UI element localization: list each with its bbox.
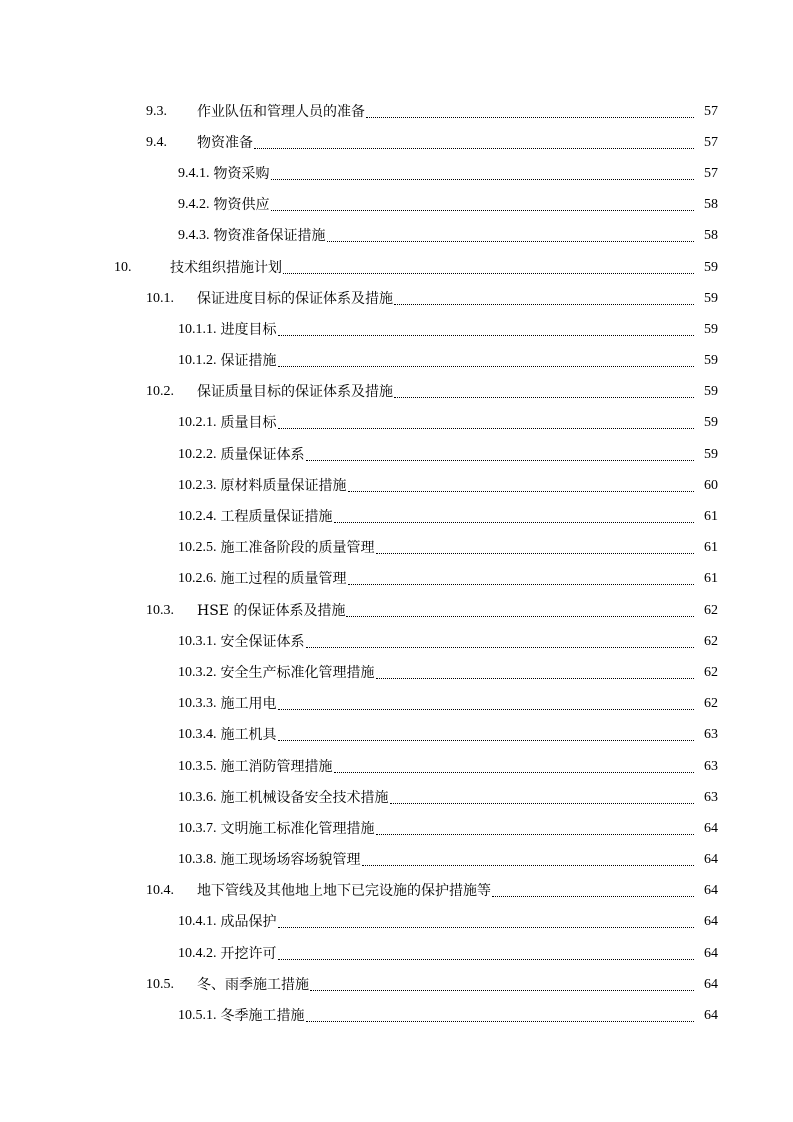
toc-entry-page-number: 61 — [704, 540, 718, 556]
toc-entry-number: 9.3. — [146, 103, 167, 119]
toc-entry[interactable] — [0, 1000, 793, 1031]
toc-entry[interactable] — [0, 314, 793, 345]
toc-entry[interactable] — [0, 595, 793, 626]
toc-dot-leader — [492, 882, 694, 900]
toc-entry[interactable] — [0, 221, 793, 252]
toc-entry[interactable] — [0, 283, 793, 314]
toc-entry-title: 施工准备阶段的质量管理 — [220, 540, 375, 557]
toc-entry-page-number: 63 — [704, 758, 718, 774]
toc-dot-leader — [394, 383, 694, 401]
toc-dot-leader — [366, 103, 694, 121]
toc-entry[interactable] — [0, 938, 793, 969]
toc-entry[interactable] — [0, 720, 793, 751]
toc-entry-number: 10.1.2. — [178, 353, 217, 369]
toc-entry-title: 冬、雨季施工措施 — [197, 976, 309, 993]
toc-entry[interactable] — [0, 626, 793, 657]
toc-entry[interactable] — [0, 876, 793, 907]
toc-entry-title: 施工消防管理措施 — [220, 758, 333, 775]
toc-entry[interactable] — [0, 408, 793, 439]
toc-entry-page-number: 59 — [704, 290, 718, 306]
toc-entry-number: 10.1. — [146, 290, 174, 306]
toc-entry[interactable] — [0, 969, 793, 1000]
toc-dot-leader — [390, 789, 695, 807]
toc-entry-page-number: 61 — [704, 571, 718, 587]
table-of-contents — [0, 96, 793, 1032]
toc-entry-title: 施工机具 — [220, 727, 277, 744]
toc-dot-leader — [376, 539, 695, 557]
toc-entry-number: 10.4.1. — [178, 914, 217, 930]
toc-dot-leader — [283, 259, 694, 277]
toc-entry-page-number: 60 — [704, 477, 718, 493]
toc-entry-page-number: 59 — [704, 259, 718, 275]
toc-entry-number: 10.2.4. — [178, 509, 217, 525]
toc-entry-title: 保证进度目标的保证体系及措施 — [197, 290, 393, 307]
toc-entry-number: 9.4.3. — [178, 228, 210, 244]
toc-dot-leader — [278, 726, 695, 744]
toc-entry-title: 施工过程的质量管理 — [220, 571, 347, 588]
toc-entry-number: 10.3. — [146, 602, 174, 618]
toc-dot-leader — [394, 290, 694, 308]
toc-entry[interactable] — [0, 845, 793, 876]
toc-entry-title: 施工机械设备安全技术措施 — [220, 789, 389, 806]
toc-dot-leader — [254, 134, 694, 152]
toc-dot-leader — [362, 851, 695, 869]
toc-dot-leader — [376, 820, 695, 838]
toc-entry-page-number: 57 — [704, 103, 718, 119]
toc-entry[interactable] — [0, 96, 793, 127]
toc-entry-page-number: 64 — [704, 945, 718, 961]
toc-entry-title: 冬季施工措施 — [220, 1008, 305, 1025]
toc-entry-title: 物资采购 — [213, 165, 270, 182]
toc-dot-leader — [334, 758, 695, 776]
toc-entry[interactable] — [0, 533, 793, 564]
toc-entry[interactable] — [0, 470, 793, 501]
toc-entry-page-number: 57 — [704, 134, 718, 150]
toc-entry[interactable] — [0, 907, 793, 938]
toc-entry[interactable] — [0, 439, 793, 470]
toc-entry[interactable] — [0, 813, 793, 844]
toc-entry-number: 10.5. — [146, 976, 174, 992]
toc-entry-title: 物资供应 — [213, 197, 270, 214]
toc-entry-page-number: 64 — [704, 1008, 718, 1024]
toc-entry-number: 10.4.2. — [178, 945, 217, 961]
toc-entry-title: 工程质量保证措施 — [220, 509, 333, 526]
toc-entry[interactable] — [0, 127, 793, 158]
toc-entry-title: 成品保护 — [220, 914, 277, 931]
toc-entry-number: 10.2.1. — [178, 415, 217, 431]
toc-entry-title: 保证质量目标的保证体系及措施 — [197, 384, 393, 401]
toc-entry[interactable] — [0, 689, 793, 720]
toc-entry-number: 10.1.1. — [178, 321, 217, 337]
toc-entry[interactable] — [0, 190, 793, 221]
toc-entry[interactable] — [0, 657, 793, 688]
toc-entry[interactable] — [0, 564, 793, 595]
toc-entry-number: 10. — [114, 259, 132, 275]
toc-dot-leader — [278, 945, 695, 963]
toc-entry-page-number: 62 — [704, 664, 718, 680]
toc-entry-number: 10.3.7. — [178, 820, 217, 836]
toc-entry-title: HSE 的保证体系及措施 — [197, 602, 346, 619]
toc-entry-page-number: 62 — [704, 633, 718, 649]
toc-entry-number: 9.4.2. — [178, 197, 210, 213]
toc-entry-page-number: 59 — [704, 415, 718, 431]
toc-entry[interactable] — [0, 252, 793, 283]
toc-entry-title: 安全生产标准化管理措施 — [220, 664, 375, 681]
toc-entry[interactable] — [0, 782, 793, 813]
toc-entry-page-number: 62 — [704, 696, 718, 712]
toc-entry-title: 地下管线及其他地上地下已完设施的保护措施等 — [197, 883, 491, 900]
toc-dot-leader — [348, 570, 695, 588]
toc-dot-leader — [306, 446, 695, 464]
toc-entry-number: 9.4.1. — [178, 165, 210, 181]
toc-entry-title: 技术组织措施计划 — [170, 259, 282, 276]
toc-dot-leader — [310, 976, 694, 994]
toc-entry-title: 开挖许可 — [220, 945, 277, 962]
toc-entry-number: 10.3.6. — [178, 789, 217, 805]
toc-entry-page-number: 59 — [704, 321, 718, 337]
toc-entry-number: 10.4. — [146, 883, 174, 899]
toc-entry-page-number: 59 — [704, 353, 718, 369]
toc-entry-page-number: 61 — [704, 509, 718, 525]
toc-entry-page-number: 64 — [704, 820, 718, 836]
toc-entry-page-number: 63 — [704, 727, 718, 743]
toc-entry-title: 原材料质量保证措施 — [220, 477, 347, 494]
toc-dot-leader — [278, 913, 695, 931]
toc-entry-page-number: 64 — [704, 914, 718, 930]
toc-entry-number: 10.5.1. — [178, 1008, 217, 1024]
toc-entry-title: 质量目标 — [220, 415, 277, 432]
toc-entry-title: 物资准备 — [197, 134, 253, 151]
toc-entry[interactable] — [0, 377, 793, 408]
toc-entry[interactable] — [0, 158, 793, 189]
toc-dot-leader — [278, 352, 695, 370]
toc-entry-number: 10.3.5. — [178, 758, 217, 774]
toc-entry-page-number: 57 — [704, 165, 718, 181]
toc-entry-page-number: 64 — [704, 976, 718, 992]
toc-entry-number: 9.4. — [146, 134, 167, 150]
toc-entry-number: 10.2.5. — [178, 540, 217, 556]
toc-entry-number: 10.3.4. — [178, 727, 217, 743]
toc-dot-leader — [271, 196, 695, 214]
toc-entry-title: 文明施工标准化管理措施 — [220, 820, 375, 837]
toc-entry-number: 10.3.2. — [178, 664, 217, 680]
toc-entry-page-number: 62 — [704, 602, 718, 618]
toc-entry-page-number: 64 — [704, 883, 718, 899]
toc-entry-title: 施工现场场容场貌管理 — [220, 852, 361, 869]
toc-entry-number: 10.2.2. — [178, 446, 217, 462]
toc-entry-number: 10.2. — [146, 384, 174, 400]
toc-entry-number: 10.3.3. — [178, 696, 217, 712]
toc-entry-page-number: 59 — [704, 384, 718, 400]
toc-entry-number: 10.2.6. — [178, 571, 217, 587]
toc-dot-leader — [271, 165, 695, 183]
toc-dot-leader — [376, 664, 695, 682]
toc-entry-title: 安全保证体系 — [220, 633, 305, 650]
toc-entry[interactable] — [0, 751, 793, 782]
toc-entry-title: 施工用电 — [220, 696, 277, 713]
toc-dot-leader — [306, 1007, 695, 1025]
toc-entry-title: 进度目标 — [220, 321, 277, 338]
toc-dot-leader — [278, 695, 695, 713]
toc-dot-leader — [348, 477, 695, 495]
toc-entry-title: 保证措施 — [220, 353, 277, 370]
toc-entry-page-number: 58 — [704, 228, 718, 244]
toc-entry-title: 作业队伍和管理人员的准备 — [197, 103, 365, 120]
toc-dot-leader — [306, 633, 695, 651]
toc-entry-page-number: 59 — [704, 446, 718, 462]
toc-dot-leader — [278, 321, 695, 339]
toc-dot-leader — [334, 508, 695, 526]
toc-entry-page-number: 64 — [704, 852, 718, 868]
toc-dot-leader — [278, 414, 695, 432]
toc-entry[interactable] — [0, 346, 793, 377]
toc-entry-number: 10.3.8. — [178, 852, 217, 868]
toc-entry-page-number: 63 — [704, 789, 718, 805]
toc-entry[interactable] — [0, 501, 793, 532]
toc-dot-leader — [327, 227, 695, 245]
toc-entry-number: 10.3.1. — [178, 633, 217, 649]
toc-entry-title: 物资准备保证措施 — [213, 228, 326, 245]
toc-entry-title: 质量保证体系 — [220, 446, 305, 463]
toc-dot-leader — [346, 602, 694, 620]
toc-entry-number: 10.2.3. — [178, 477, 217, 493]
toc-entry-page-number: 58 — [704, 197, 718, 213]
